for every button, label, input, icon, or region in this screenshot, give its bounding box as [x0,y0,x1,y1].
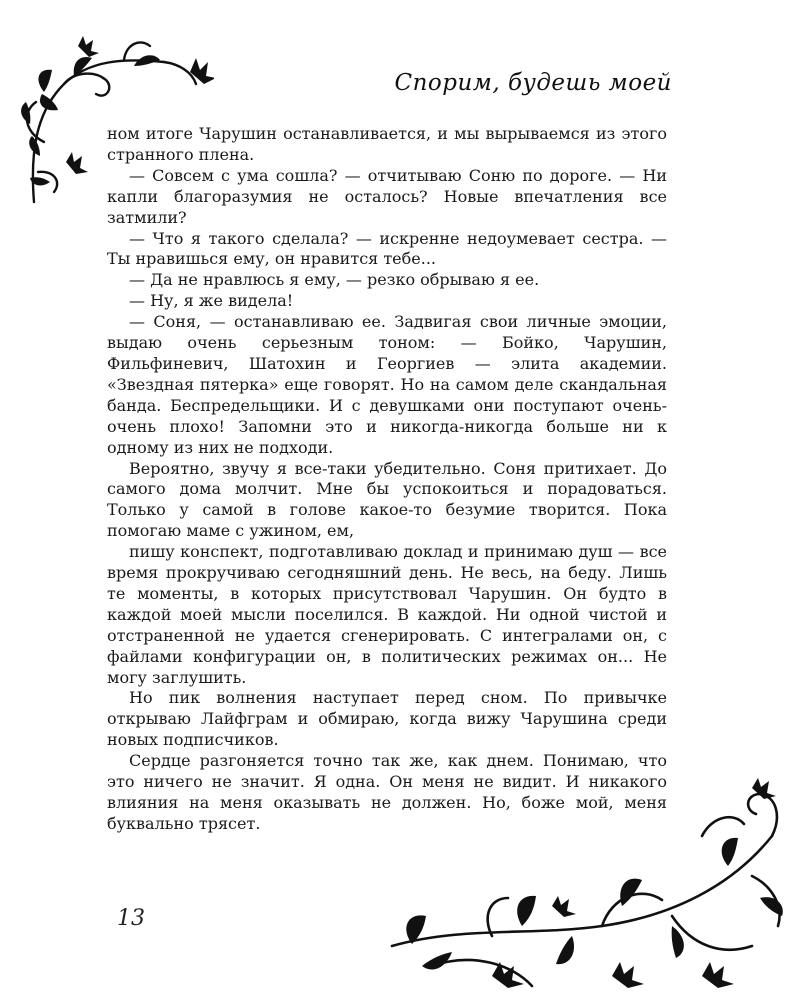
paragraph-5: — Ну, я же видела! [129,291,294,311]
paragraph-3: — Что я такого сделала? — искренне недоумевает сестра. — Ты нравишься ему, он нравится тебе... [107,228,667,269]
floral-ornament-bottom-right-icon [372,776,800,1000]
paragraph-1: ном итоге Чарушин останавливается, и мы вырываемся из этого странного плена. [107,124,667,164]
paragraph-9: Но пик волнения наступает перед сном. По привычке открываю Лайфграм и обмираю, когда вижу Чарушина среди новых подписчиков. [107,688,667,750]
paragraph-7: Вероятно, звучу я все-таки убедительно. Соня притихает. До самого дома молчит. Мне бы успокоиться и порадоваться. Только у самой в голове какое-то безумие творится. Пока помогаю маме с ужином, ем, [107,458,667,541]
page-number: 13 [117,906,145,931]
paragraph-6: — Соня, — останавливаю ее. Задвигая свои личные эмоции, выдаю очень серьезным тоном: — Бойко, Чарушин, Фильфиневич, Шатохин и Георгиев — элита академии. «Звездная пятерка» еще говорят. Но на самом деле скандальная банда. Беспредельщики. И с девушками они поступают очень-очень плохо! Запомни это и никогда-никогда больше ни к одному из них не подходи. [107,312,667,457]
body-text [107,124,667,835]
paragraph-2: — Совсем с ума сошла? — отчитываю Соню по дороге. — Ни капли благоразумия не осталось? Новые впечатления все затмили? [107,165,667,227]
paragraph-4: — Да не нравлюсь я ему, — резко обрываю я ее. [129,270,540,290]
paragraph-8: пишу конспект, подготавливаю доклад и принимаю душ — все время прокручиваю сегодняшний день. Не весь, на беду. Лишь те моменты, в которых присутствовал Чарушин. Он будто в каждой моей мысли поселился. В каждой. Ни одной чистой и отстраненной не удается сгенерировать. С интегралами он, с файлами конфигурации он, в политических режимах он... Не могу заглушить. [107,542,667,687]
paragraph-10: Сердце разгоняется точно так же, как днем. Понимаю, что это ничего не значит. Я одна. Он меня не видит. И никакого влияния на меня оказывать не должен. Но, боже мой, меня буквально трясет. [107,751,667,833]
running-title: Спорим, будешь моей [394,70,672,96]
